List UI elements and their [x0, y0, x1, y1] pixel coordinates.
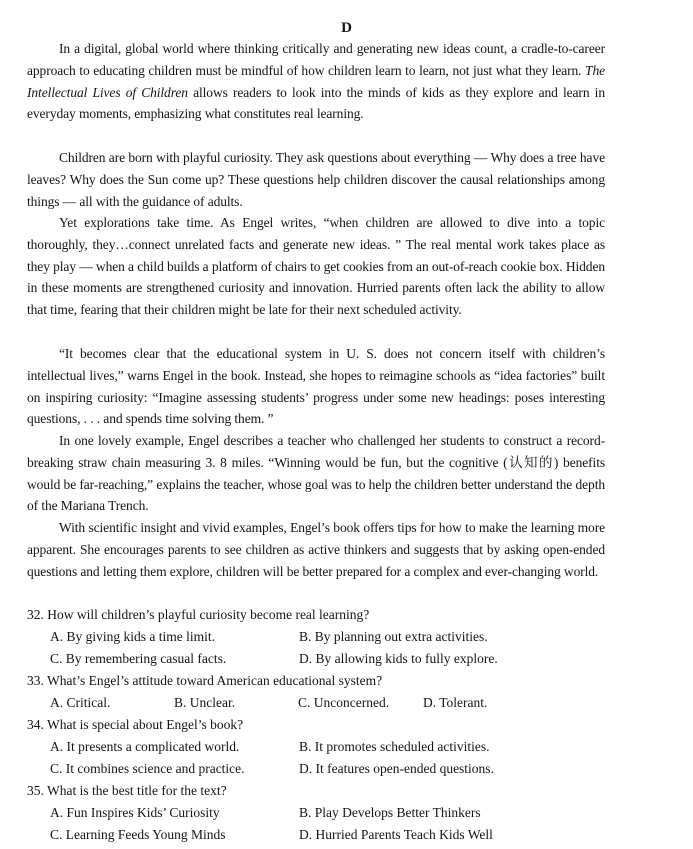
passage-paragraph-6: With scientific insight and vivid examples, Engel’s book offers tips for how to make the learning more apparent. She encourages parents to see children as active thinkers and suggests that by asking open-ended questions and letting them explore, children will be better prepared for a complex and ever-changing world.: [27, 520, 605, 579]
question-35-option-d: D. Hurried Parents Teach Kids Well: [299, 827, 493, 842]
question-34-option-b: B. It promotes scheduled activities.: [299, 739, 490, 754]
book-title: The Intellectual Lives of Children: [27, 62, 605, 100]
question-34-stem: 34. What is special about Engel’s book?: [27, 717, 244, 732]
section-heading: D: [341, 20, 352, 36]
question-33-option-a: A. Critical.: [50, 695, 111, 710]
question-33-stem: 33. What’s Engel’s attitude toward American educational system?: [27, 673, 383, 688]
question-35-option-a: A. Fun Inspires Kids’ Curiosity: [50, 805, 220, 820]
question-33-option-b: B. Unclear.: [174, 695, 236, 710]
question-32-stem: 32. How will children’s playful curiosity become real learning?: [27, 607, 370, 622]
question-35-option-b: B. Play Develops Better Thinkers: [299, 805, 481, 820]
question-35-stem: 35. What is the best title for the text?: [27, 783, 227, 798]
question-34-option-a: A. It presents a complicated world.: [50, 739, 240, 754]
passage-paragraph-3: Yet explorations take time. As Engel writes, “when children are allowed to dive into a topic thoroughly, they…connect unrelated facts and generate new ideas. ” The real mental work takes place as they play — when a child builds a platform of chairs to get cookies from an out-of-reach cookie box. Hidden in these moments are strengthened curiosity and innovation. Hurried parents often lack the ability to allow that time, fearing that their children might be late for their next scheduled activity.: [27, 215, 605, 318]
passage-paragraph-4: “It becomes clear that the educational system in U. S. does not concern itself with children’s intellectual lives,” warns Engel in the book. Instead, she hopes to reimagine schools as “idea factories” built on inspiring curiosity: “Imagine assessing students’ progress under some new headings: poses interesting questions, . . . and spends time solving them. ”: [27, 346, 605, 427]
passage-paragraph-5: In one lovely example, Engel describes a teacher who challenged her students to construct a record-breaking straw chain measuring 3. 8 miles. “Winning would be fun, but the cognitive (认知的) benefits would be far-reaching,” explains the teacher, whose goal was to help the children better understand the depth of the Mariana Trench.: [27, 433, 605, 514]
question-32-option-c: C. By remembering casual facts.: [50, 651, 227, 666]
question-35-option-c: C. Learning Feeds Young Minds: [50, 827, 226, 842]
question-32-option-d: D. By allowing kids to fully explore.: [299, 651, 498, 666]
question-34-option-d: D. It features open-ended questions.: [299, 761, 494, 776]
paragraph-1-text-start: In a digital, global world where thinking critically and generating new ideas count, a cradle-to-career approach to educating children must be mindful of how children learn to learn, not just what they learn.: [27, 41, 605, 78]
question-34-option-c: C. It combines science and practice.: [50, 761, 245, 776]
question-32-option-b: B. By planning out extra activities.: [299, 629, 488, 644]
question-33-option-d: D. Tolerant.: [423, 695, 488, 710]
question-32-option-a: A. By giving kids a time limit.: [50, 629, 215, 644]
passage-paragraph-1: [27, 38, 605, 125]
paragraph-1-text-end: allows readers to look into the minds of kids as they explore and learn in everyday moments, emphasizing what constitutes real learning.: [27, 84, 605, 122]
passage-paragraph-2: Children are born with playful curiosity. They ask questions about everything — Why does a tree have leaves? Why does the Sun come up? These questions help children discover the causal relationships among things — all with the guidance of adults.: [27, 150, 605, 209]
question-33-option-c: C. Unconcerned.: [298, 695, 390, 710]
